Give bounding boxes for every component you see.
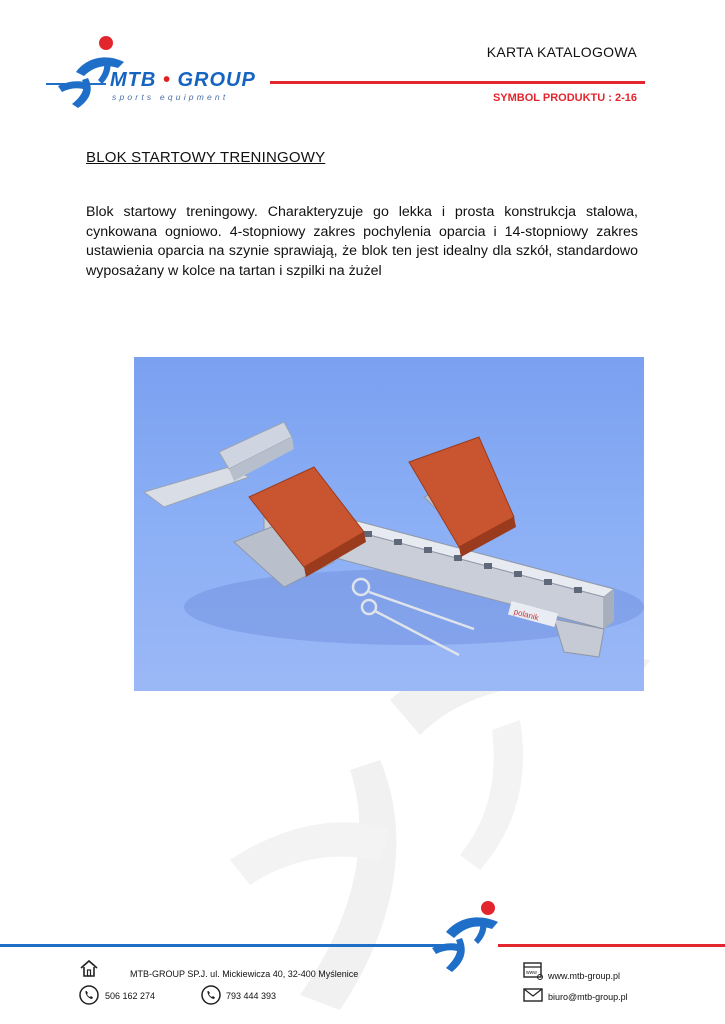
product-title: BLOK STARTOWY TRENINGOWY <box>86 149 326 166</box>
product-photo <box>134 357 644 691</box>
footer-email[interactable]: biuro@mtb-group.pl <box>548 992 628 1002</box>
footer-phone-2[interactable]: 793 444 393 <box>226 991 277 1001</box>
phone-icon <box>200 984 222 1006</box>
logo-subtitle: sports equipment <box>112 92 229 102</box>
mail-icon <box>522 984 544 1006</box>
product-description: Blok startowy treningowy. Charakteryzuje go lekka i prosta konstrukcja stalowa, cynkowana ogniowo. 4-stopniowy zakres pochylenia oparcia i 14-stopniowy zakres ustawienia oparcia na szynie sprawiają, że blok ten jest idealny dla szkół, standardowo wyposażany w kolce na tartan i szpilki na żużel <box>86 204 638 279</box>
footer-address: MTB-GROUP SP.J. ul. Mickiewicza 40, 32-400 Myślenice <box>130 969 359 979</box>
svg-text:www: www <box>526 970 537 976</box>
starting-block-illustration <box>134 357 644 691</box>
document-title: KARTA KATALOGOWA <box>486 44 637 60</box>
footer-rule-red <box>498 944 725 947</box>
phone-icon <box>78 984 100 1006</box>
www-icon <box>522 960 544 982</box>
footer-rule-blue <box>0 944 445 947</box>
home-icon <box>78 957 100 979</box>
footer-website[interactable]: www.mtb-group.pl <box>548 971 621 981</box>
footer-phone-1[interactable]: 506 162 274 <box>105 991 156 1001</box>
brand-label: polanik <box>512 607 540 623</box>
product-symbol: SYMBOL PRODUKTU : 2-16 <box>492 92 637 104</box>
footer-runner-logo <box>432 898 522 978</box>
logo-wordmark: MTB • GROUP <box>110 69 256 91</box>
header-rule-red <box>270 81 645 84</box>
